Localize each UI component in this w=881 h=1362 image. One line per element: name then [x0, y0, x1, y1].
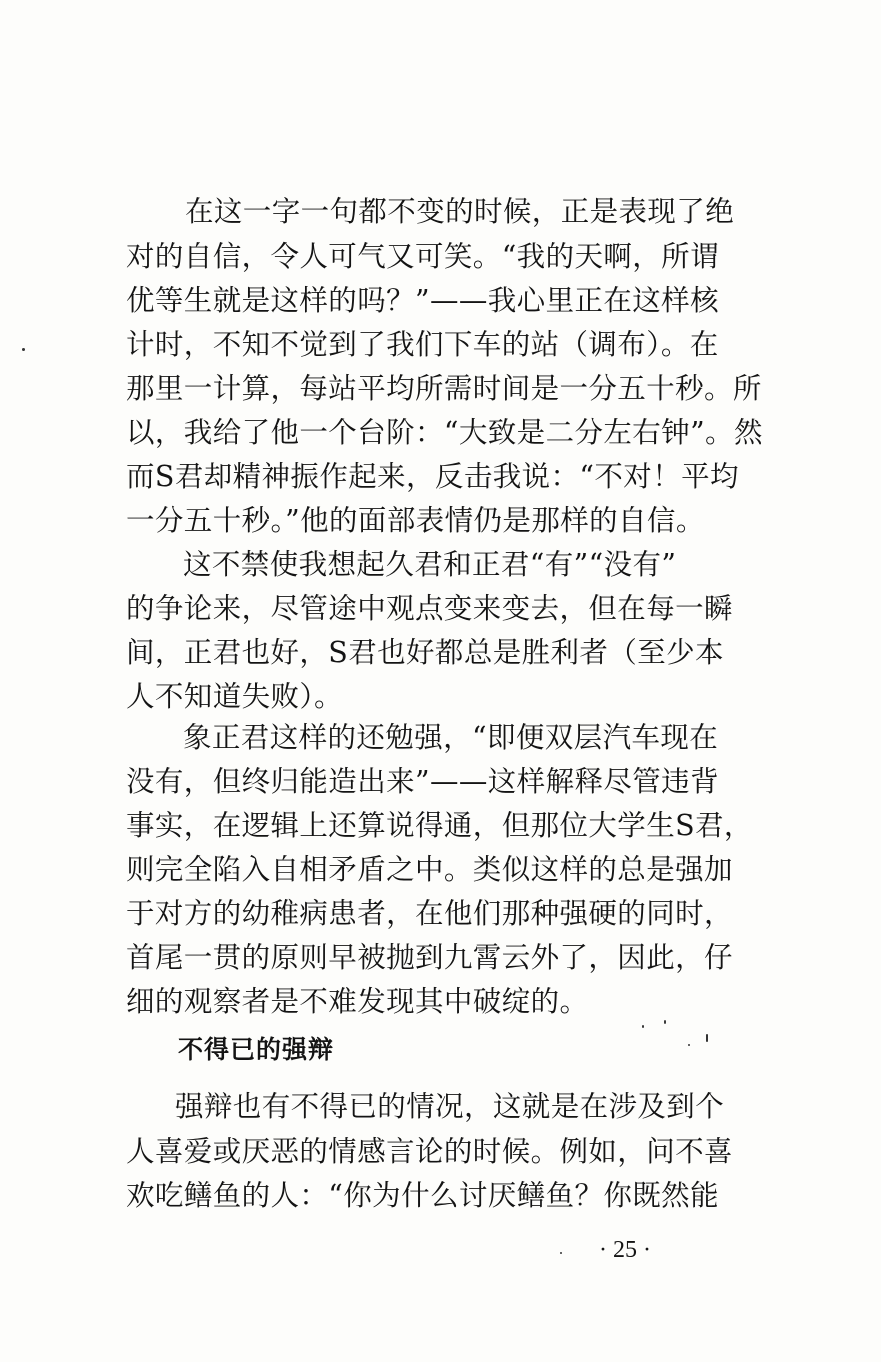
scan-speck	[642, 1025, 644, 1028]
scan-speck	[688, 1044, 690, 1046]
text-line: 欢吃鳝鱼的人：“你为什么讨厌鳝鱼？你既然能	[126, 1179, 719, 1212]
scan-speck	[664, 1020, 666, 1024]
text-line: 事实，在逻辑上还算说得通，但那位大学生S君，	[126, 809, 753, 842]
text-line: 强辩也有不得已的情况，这就是在涉及到个	[175, 1090, 725, 1123]
text-line: 人不知道失败）。	[126, 680, 343, 713]
text-line: 计时，不知不觉到了我们下车的站（调布）。在	[126, 328, 719, 361]
text-line: 这不禁使我想起久君和正君“有”“没有”	[183, 548, 677, 581]
text-line: 一分五十秒。”他的面部表情仍是那样的自信。	[126, 504, 705, 537]
text-line: 而S君却精神振作起来，反击我说：“不对！平均	[126, 460, 739, 493]
text-line: 则完全陷入自相矛盾之中。类似这样的总是强加	[126, 853, 733, 886]
text-line: 在这一字一句都不变的时候，正是表现了绝	[185, 195, 735, 228]
text-line: 首尾一贯的原则早被抛到九霄云外了，因此，仔	[126, 941, 733, 974]
text-line: 对的自信，令人可气又可笑。“我的天啊，所谓	[126, 240, 719, 273]
text-line: 细的观察者是不难发现其中破绽的。	[126, 985, 589, 1018]
scan-speck	[706, 1034, 708, 1042]
page-number: · 25 ·	[599, 1237, 651, 1263]
text-line: 象正君这样的还勉强，“即便双层汽车现在	[183, 721, 719, 754]
text-line: 间，正君也好，S君也好都总是胜利者（至少本	[126, 636, 724, 669]
text-line: 的争论来，尽管途中观点变来变去，但在每一瞬	[126, 592, 733, 625]
scan-speck	[22, 348, 25, 351]
text-line: 以，我给了他一个台阶：“大致是二分左右钟”。然	[126, 416, 763, 449]
scan-speck	[560, 1252, 562, 1254]
text-line: 人喜爱或厌恶的情感言论的时候。例如，问不喜	[126, 1135, 733, 1168]
text-line: 优等生就是这样的吗？”——我心里正在这样核	[126, 284, 719, 317]
text-line: 于对方的幼稚病患者，在他们那种强硬的同时，	[126, 897, 733, 930]
text-line: 没有，但终归能造出来”——这样解释尽管违背	[126, 765, 719, 798]
text-line: 那里一计算，每站平均所需时间是一分五十秒。所	[126, 372, 762, 405]
section-heading: 不得已的强辩	[178, 1035, 335, 1064]
